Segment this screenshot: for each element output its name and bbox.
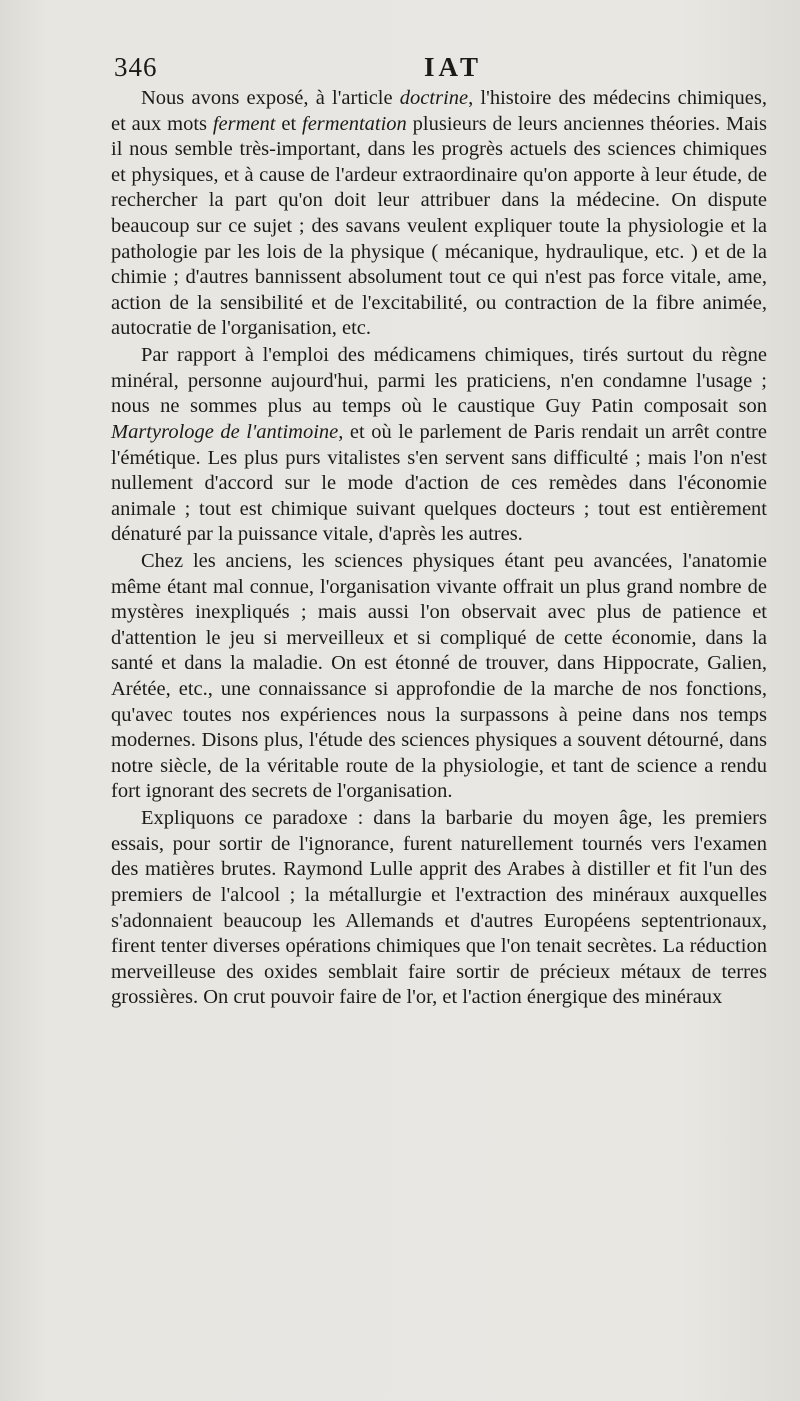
page-number: 346	[114, 52, 158, 82]
italic-title: Martyrologe de l'antimoine	[111, 420, 339, 443]
paragraph	[111, 806, 767, 1011]
paragraph	[111, 343, 767, 548]
paragraph	[111, 549, 767, 805]
page-header	[114, 52, 770, 86]
paragraph	[111, 86, 767, 342]
text-run: plusieurs de leurs anciennes théories. Mais il nous semble très-important, dans les progrès actuels des sciences chimiques et physiques, et à cause de l'ardeur extraordinaire qu'on apporte à leur étude, de rechercher la part qu'on doit leur attribuer dans la médecine. On dispute beaucoup sur ce sujet ; des savans veulent expliquer toute la physiologie et la pathologie par les lois de la physique ( mécanique, hydraulique, etc. ) et de la chimie ; d'autres bannissent absolument tout ce qui n'est pas force vitale, ame, action de la sensibilité et de l'excitabilité, ou contraction de la fibre animée, autocratie de l'organisation, etc.	[111, 112, 768, 340]
text-run: , et où le parlement de Paris rendait un arrêt contre l'émétique. Les plus purs vitalistes s'en servent sans difficulté ; mais l'on n'est nullement d'accord sur le mode d'action de ces remèdes dans l'économie animale ; tout est chimique suivant quelques docteurs ; tout est entièrement dénaturé par la puissance vitale, d'après les autres.	[111, 420, 767, 546]
italic-term: doctrine	[399, 87, 469, 109]
italic-term: fermentation	[302, 112, 407, 135]
page-body	[111, 86, 767, 1012]
text-run: Chez les anciens, les sciences physiques étant peu avancées, l'anatomie même étant mal connue, l'organisation vivante offrait un plus grand nombre de mystères inexpliqués ; mais aussi l'on observait avec plus de patience et d'attention le jeu si merveilleux et si compliqué de cette économie, dans la santé et dans la maladie. On est étonné de trouver, dans Hippocrate, Galien, Arétée, etc., une connaissance si approfondie de la marche de nos fonctions, qu'avec toutes nos expériences nous la surpassons à peine dans nos temps modernes. Disons plus, l'étude des sciences physiques a souvent détourné, dans notre siècle, de la véritable route de la physiologie, et tant de science a rendu fort ignorant des secrets de l'organisation.	[111, 550, 767, 803]
text-run: , l'histoire des médecins chimiques, et aux mots	[111, 87, 768, 135]
text-run: Expliquons ce paradoxe : dans la barbarie du moyen âge, les premiers essais, pour sortir de l'ignorance, furent naturellement tournés vers l'examen des matières brutes. Raymond Lulle apprit des Arabes à distiller et fit l'un des premiers de l'alcool ; la métallurgie et l'extraction des minéraux auxquelles s'adonnaient beaucoup les Allemands et d'autres Européens septentrionaux, firent tenter diverses opérations chimiques que l'on tenait secrètes. La réduction merveilleuse des oxides semblait faire sortir de précieux métaux de terres grossières. On crut pouvoir faire de l'or, et l'action énergique des minéraux	[111, 807, 767, 1009]
text-run: Nous avons exposé, à l'article	[141, 87, 400, 109]
text-run: et	[275, 112, 303, 135]
italic-term: ferment	[212, 112, 276, 135]
text-run: Par rapport à l'emploi des médicamens chimiques, tirés surtout du règne minéral, personne aujourd'hui, parmi les praticiens, n'en condamne l'usage ; nous ne sommes plus au temps où le caustique Guy Patin composait son	[111, 344, 767, 418]
running-head: IAT	[424, 52, 483, 82]
